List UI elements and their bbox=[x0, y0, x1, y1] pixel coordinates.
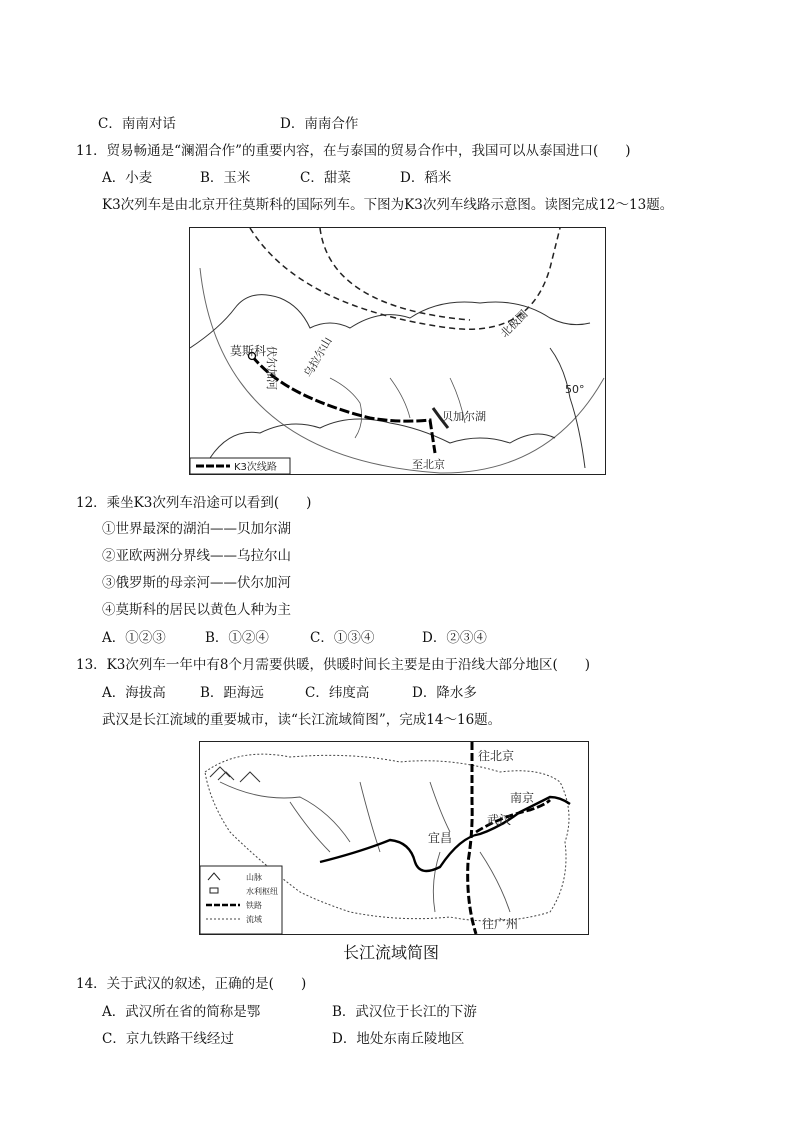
option-c-prev: C．南南对话 bbox=[98, 116, 176, 132]
q14-option-a: A．武汉所在省的简称是鄂 bbox=[102, 1004, 261, 1020]
yangtze-basin-map bbox=[199, 741, 589, 935]
legend-hub: 水利枢纽 bbox=[246, 887, 278, 896]
label-50-degrees: 50° bbox=[565, 383, 585, 396]
question-13-stem: 13．K3次列车一年中有8个月需要供暖，供暖时间长主要是由于沿线大部分地区( ) bbox=[76, 657, 590, 673]
legend-basin: 流域 bbox=[246, 915, 262, 924]
q14-option-d: D．地处东南丘陵地区 bbox=[332, 1031, 465, 1047]
intro-wuhan: 武汉是长江流域的重要城市，读“长江流域简图”，完成14～16题。 bbox=[102, 712, 502, 728]
question-11-stem: 11．贸易畅通是“澜湄合作”的重要内容，在与泰国的贸易合作中，我国可以从泰国进口( ) bbox=[76, 143, 631, 159]
legend-k3-label: K3次线路 bbox=[234, 462, 277, 473]
label-ural: 乌拉尔山 bbox=[301, 334, 335, 380]
label-yichang: 宜昌 bbox=[428, 831, 453, 845]
q12-option-b: B．①②④ bbox=[205, 630, 269, 646]
map2-legend bbox=[200, 866, 282, 934]
label-volga: 伏尔加河 bbox=[265, 346, 278, 390]
label-arctic-circle: 北极圈 bbox=[497, 307, 531, 341]
label-to-beijing-2: 往北京 bbox=[478, 749, 515, 763]
label-baikal: 贝加尔湖 bbox=[442, 410, 486, 423]
label-wuhan: 武汉 bbox=[487, 813, 512, 827]
k3-railway-line bbox=[252, 356, 435, 453]
label-to-beijing: 至北京 bbox=[412, 458, 445, 471]
q12-option-c: C．①③④ bbox=[310, 630, 375, 646]
label-to-guangzhou: 往广州 bbox=[482, 917, 519, 931]
q14-option-b: B．武汉位于长江的下游 bbox=[332, 1004, 477, 1020]
q12-option-a: A．①②③ bbox=[102, 630, 166, 646]
q12-option-d: D．②③④ bbox=[422, 630, 487, 646]
q11-option-d: D．稻米 bbox=[400, 170, 452, 186]
q11-option-b: B．玉米 bbox=[200, 170, 251, 186]
map2-caption: 长江流域简图 bbox=[343, 943, 440, 962]
label-nanjing: 南京 bbox=[510, 791, 535, 805]
q14-option-c: C．京九铁路干线经过 bbox=[102, 1031, 234, 1047]
legend-mountain: 山脉 bbox=[246, 873, 262, 882]
q12-item-1: ①世界最深的湖泊——贝加尔湖 bbox=[102, 521, 291, 537]
q13-option-c: C．纬度高 bbox=[305, 685, 370, 701]
q13-option-a: A．海拔高 bbox=[102, 685, 166, 701]
q11-option-c: C．甜菜 bbox=[300, 170, 351, 186]
question-14-stem: 14．关于武汉的叙述，正确的是( ) bbox=[76, 976, 307, 992]
q12-item-4: ④莫斯科的居民以黄色人种为主 bbox=[102, 602, 291, 618]
q12-item-2: ②亚欧两洲分界线——乌拉尔山 bbox=[102, 548, 291, 564]
option-d-prev: D．南南合作 bbox=[280, 116, 359, 132]
question-12-stem: 12．乘坐K3次列车沿途可以看到( ) bbox=[76, 495, 312, 511]
legend-railway: 铁路 bbox=[246, 901, 262, 910]
k3-route-map bbox=[189, 227, 606, 475]
q12-item-3: ③俄罗斯的母亲河——伏尔加河 bbox=[102, 575, 291, 591]
intro-k3: K3次列车是由北京开往莫斯科的国际列车。下图为K3次列车线路示意图。读图完成12～13题。 bbox=[102, 197, 674, 213]
label-moscow: 莫斯科 bbox=[230, 344, 267, 358]
q13-option-d: D．降水多 bbox=[412, 685, 477, 701]
q11-option-a: A．小麦 bbox=[102, 170, 153, 186]
q13-option-b: B．距海远 bbox=[200, 685, 264, 701]
